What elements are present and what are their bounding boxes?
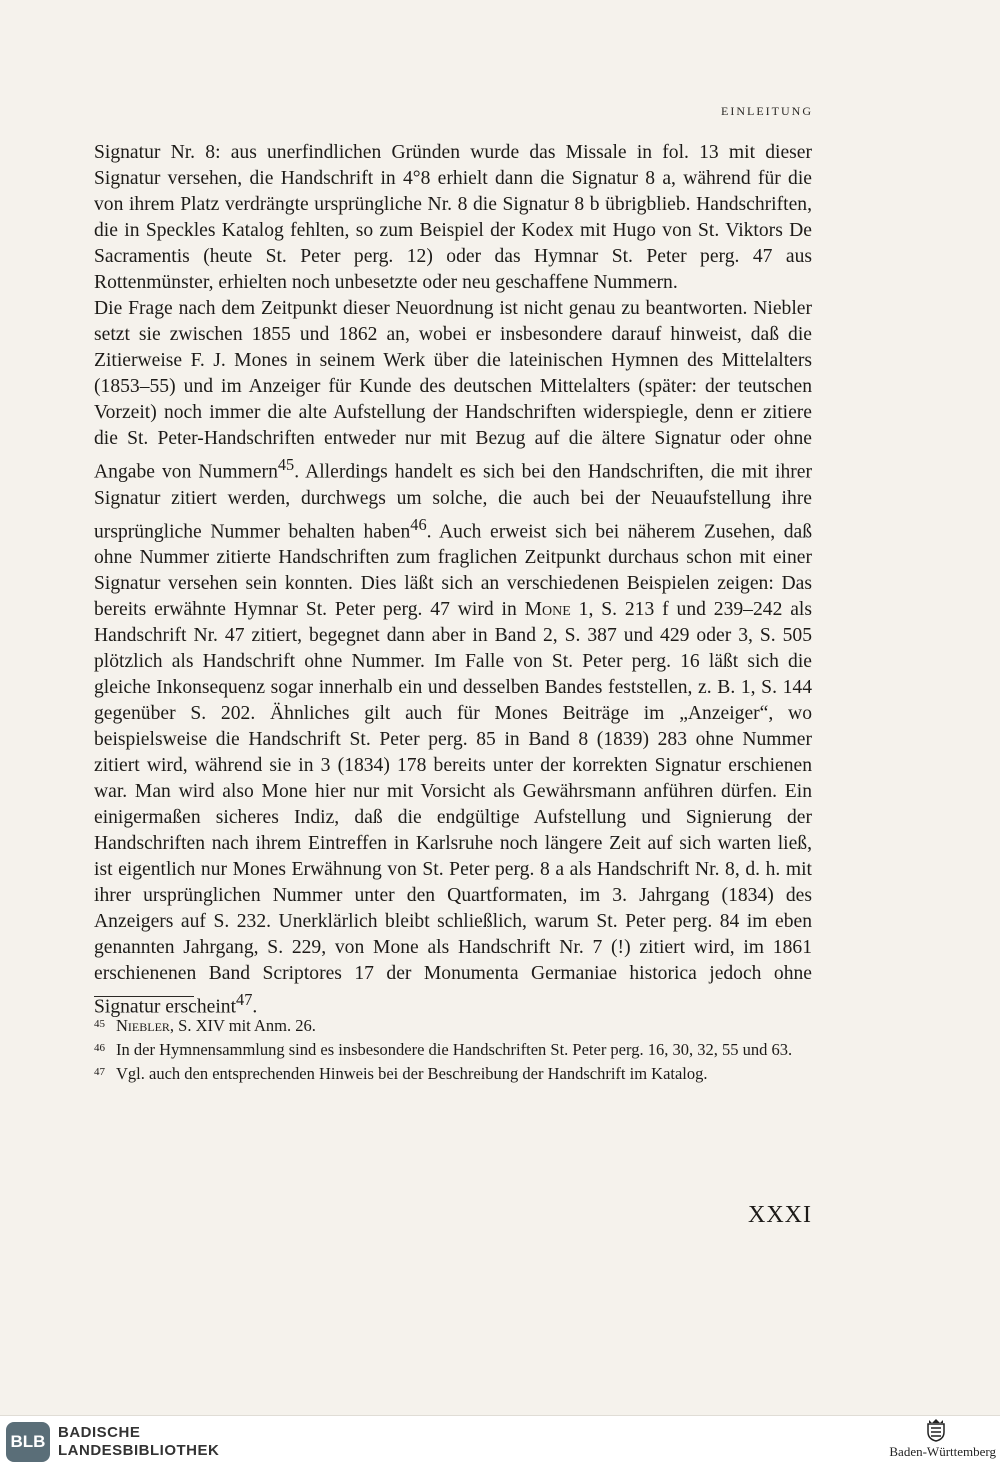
paragraph-2-text-a: Die Frage nach dem Zeitpunkt dieser Neuordnung ist nicht genau zu beantworten. Niebler setzt sie zwischen 1855 und 1862 an, wobei er insbesondere darauf hinweist, daß die Zitierweise F. J. Mones in seinem Werk über die lateinischen Hymnen des Mittelalters (1853–55) und im Anzeiger für Kunde des deutschen Mittelalters (später: der teutschen Vorzeit) noch immer die alte Aufstellung der Handschriften widerspiegle, denn er zitiere die St. Peter-Handschriften entweder nur mit Bezug auf die ältere Signatur oder ohne Angabe von Nummern [94, 298, 812, 483]
footnote-text: In der Hymnensammlung sind es insbesondere die Handschriften St. Peter perg. 16, 30, 32, 55 und 63. [116, 1040, 793, 1059]
footnote-45 [94, 1014, 812, 1038]
footnote-number: 46 [94, 1042, 105, 1054]
note-ref-45: 45 [277, 455, 295, 474]
main-text [94, 140, 812, 1021]
author-smallcaps: Mone [524, 599, 571, 621]
paragraph-2 [94, 296, 812, 1021]
footnote-rule [94, 996, 194, 997]
library-name[interactable] [58, 1424, 219, 1460]
library-name-line-2: LANDESBIBLIOTHEK [58, 1442, 220, 1459]
footnote-text: Vgl. auch den entsprechenden Hinweis bei der Beschreibung der Handschrift im Katalog. [116, 1064, 708, 1083]
coat-of-arms-icon [925, 1418, 947, 1442]
footnote-text: , S. XIV mit Anm. 26. [169, 1016, 316, 1035]
paragraph-2-text-c: . Auch erweist sich bei näherem Zusehen, daß ohne Nummer zitierte Handschriften zum fraglichen Zeitpunkt durchaus schon mit einer Signatur versehen sein konnten. Dies läßt sich an verschiedenen Beispielen zeigen: Das bereits erwähnte Hymnar St. Peter perg. 47 wird in [94, 521, 812, 621]
footnote-47 [94, 1062, 812, 1086]
paragraph-1: Signatur Nr. 8: aus unerfindlichen Gründen wurde das Missale in fol. 13 mit dieser Signatur versehen, die Handschrift in 4°8 erhielt dann die Signatur 8 a, während für die von ihrem Platz verdrängte ursprüngliche Nr. 8 die Signatur 8 b übrigblieb. Handschriften, die in Speckles Katalog fehlten, so zum Beispiel der Kodex mit Hugo von St. Viktors De Sacramentis (heute St. Peter perg. 12) oder das Hymnar St. Peter perg. 47 aus Rottenmünster, erhielten noch unbesetzte oder neu geschaffene Nummern. [94, 142, 812, 293]
library-footer [0, 1415, 1000, 1466]
footnote-46 [94, 1038, 812, 1062]
footnotes [94, 1014, 812, 1086]
paragraph-2-end: . [252, 996, 258, 1018]
footnote-number: 45 [94, 1018, 105, 1030]
paragraph-2-text-b: . Allerdings handelt es sich bei den Handschriften, die mit ihrer Signatur zitiert werden, durchwegs um solche, die auch bei der Neuaufstellung ihre ursprüngliche Nummer behalten haben [94, 461, 812, 543]
blb-logo[interactable]: BLB [6, 1422, 50, 1462]
footnote-number: 47 [94, 1066, 105, 1078]
paragraph-2-text-d: 1, S. 213 f und 239–242 als Handschrift Nr. 47 zitiert, begegnet dann aber in Band 2, S. 387 und 429 oder 3, S. 505 plötzlich als Handschrift ohne Nummer. Im Falle von St. Peter perg. 16 läßt sich die gleiche Inkonsequenz sogar innerhalb ein und desselben Bandes feststellen, z. B. 1, S. 144 gegenüber S. 202. Ähnliches gilt auch für Mones Beiträge im „Anzeiger“, wo beispielsweise die Handschrift St. Peter perg. 85 in Band 8 (1839) 283 ohne Nummer zitiert wird, während sie in 3 (1834) 178 bereits unter der korrekten Signatur erschienen war. Man wird also Mone hier nur mit Vorsicht als Gewährsmann anführen dürfen. Ein einigermaßen sicheres Indiz, daß die endgültige Aufstellung und Signierung der Handschriften nach ihrem Eintreffen in Karlsruhe noch längere Zeit auf sich warten ließ, ist eigentlich nur Mones Erwähnung von St. Peter perg. 8 a als Handschrift Nr. 8, d. h. mit ihrer ursprünglichen Nummer unter den Quartformaten, im 3. Jahrgang (1834) des Anzeigers auf S. 232. Unerklärlich bleibt schließlich, warum St. Peter perg. 84 im eben genannten Jahrgang, S. 229, von Mone als Handschrift Nr. 7 (!) zitiert wird, im 1861 erschienenen Band Scriptores 17 der Monumenta Germaniae historica jedoch ohne Signatur erscheint [94, 599, 812, 1018]
footnote-author: Niebler [116, 1016, 170, 1035]
state-label: Baden-Württemberg [889, 1444, 996, 1459]
library-name-line-1: BADISCHE [58, 1424, 141, 1441]
note-ref-46: 46 [410, 514, 427, 534]
page-number: XXXI [748, 1202, 812, 1228]
running-head: EINLEITUNG [721, 104, 813, 118]
note-ref-47: 47 [236, 990, 253, 1010]
